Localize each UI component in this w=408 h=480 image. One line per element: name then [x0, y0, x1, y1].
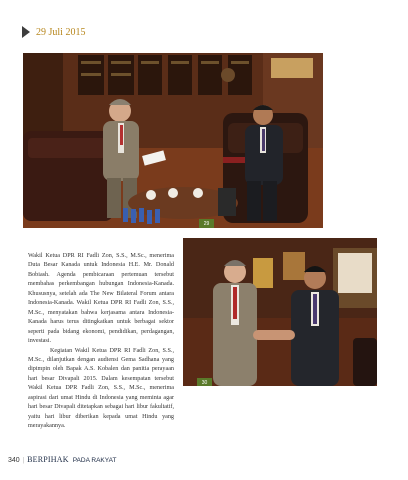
- handshake-photo: [183, 238, 377, 386]
- photo-number-tag: 30: [197, 378, 212, 386]
- publication-subtitle: PADA RAKYAT: [72, 457, 117, 464]
- photo-number-tag: 29: [199, 219, 214, 228]
- date-text: 29 Juli 2015: [36, 26, 86, 38]
- date-header: [22, 26, 85, 38]
- page-footer: [8, 455, 116, 464]
- page-number: 340: [8, 457, 20, 464]
- article-paragraph: Wakil Ketua DPR RI Fadli Zon, S.S., M.Sc., menerima Duta Besar Kanada untuk Indonesia H.E. Mr. Donald Bobiash. Agenda pembicaraan pertemuan tersebut membahas perkembangan hubungan Indonesia-Kanada. Khususnya, setelah ada The New Bilateral Forum antara Indonesia-Kanada. Wakil Ketua DPR RI Fadli Zon, S.S., M.Sc., menyatakan bahwa kerjasama antara Indonesia-Kanada harus terus ditingkatkan untuk berbagai sektor seperti pada bidang ekonomi, pendidikan, perdagangan, investasi.: [28, 253, 174, 345]
- article-paragraph: Kegiatan Wakil Ketua DPR RI Fadli Zon, S.S., M.Sc., dilanjutkan dengan audiensi Gema Sadhana yang dipimpin oleh Bapak A.S. Kobalen dan panitia perayaan hari besar Divapali 2015. Dalam kesempatan tersebut Wakil Ketua DPR Fadli Zon, S.S., M.Sc., menerima aspirasi dari umat Hindu di Indonesia yang meminta agar hari besar Divapali ditetapkan sebagai hari libur fakultatif, yaitu hari libur diberikan kepada umat Hindu yang merayakannya.: [28, 347, 174, 430]
- article-body: [28, 252, 174, 432]
- footer-separator: |: [22, 456, 25, 464]
- publication-title: BERPIHAK: [27, 455, 69, 464]
- meeting-photo-illustration: [23, 53, 323, 228]
- meeting-photo: [23, 53, 323, 228]
- handshake-photo-illustration: [183, 238, 377, 386]
- triangle-bullet-icon: [22, 26, 30, 38]
